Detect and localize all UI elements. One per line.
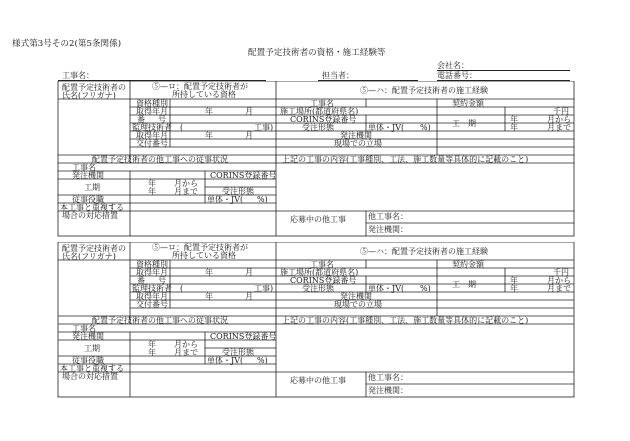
exp-project-name-label: 工事名 (310, 260, 334, 269)
exp-location-label: 施工場所(都道府県名) (280, 268, 359, 277)
other-period-from: 月から (174, 179, 198, 188)
other-single-jv-label: 単体・JV( (207, 356, 244, 365)
works-type-close: 工事) (254, 284, 274, 293)
engineer-block (0, 81, 630, 241)
project-name-label: 工事名： (62, 71, 94, 80)
overlap-measure-label: 本工事と重複する (60, 203, 124, 212)
exp-jv-percent: %) (420, 284, 431, 293)
exp-jv-percent: %) (420, 123, 431, 132)
acquisition-month-unit: 月 (245, 268, 253, 277)
other-corins-label: CORINS登録番号 (210, 171, 277, 180)
document-title: 配置予定技術者の資格・施工経験等 (248, 48, 386, 58)
overlap-measure-label-sub: 場合の対応措置 (62, 211, 118, 220)
exp-period-year-from: 年 (510, 276, 518, 285)
exp-period-until: 月まで (547, 123, 571, 132)
other-corins-label: CORINS登録番号 (210, 332, 277, 341)
supervisor-year-unit: 年 (205, 131, 213, 140)
acquisition-date-label: 取得年月 (136, 268, 168, 277)
exp-period-year-until: 年 (510, 123, 518, 132)
other-period-year-until: 年 (148, 187, 156, 196)
exp-period-year-from: 年 (510, 115, 518, 124)
exp-issuer-label: 発注機関 (340, 131, 372, 140)
other-project-name-label: 工事名 (72, 324, 96, 333)
other-period-until: 月まで (174, 348, 198, 357)
exp-order-type-label: 受注形態 (302, 284, 334, 293)
exp-corins-label: CORINS登録番号 (290, 115, 357, 124)
experience-heading: ⑤—ハ：配置予定技術者の施工経験 (360, 86, 488, 95)
other-work-heading: 配置予定技術者の他工事への従事状況 (92, 316, 228, 325)
supervisor-acq-date-label: 取得年月 (136, 131, 168, 140)
supervisor-cert-label: 監理技術者 (132, 284, 172, 293)
contact-person-label: 担当者： (322, 71, 354, 80)
number-label-left: 番 (137, 115, 145, 124)
other-issuer-label: 発注機関 (72, 332, 104, 341)
engineer-name-label: 配置予定技術者の (62, 83, 126, 92)
exp-period-year-until: 年 (510, 284, 518, 293)
other-project-name-label: 工事名 (72, 163, 96, 172)
applying-other-work-label: 応募中の他工事 (290, 215, 346, 224)
engineer-name-label-furigana: 氏名(フリガナ) (62, 91, 116, 100)
supervisor-cert-label: 監理技術者 (132, 123, 172, 132)
qualification-heading: ⑤—ロ：配置予定技術者が (152, 82, 248, 91)
other-order-type-label: 受注形態 (222, 187, 254, 196)
exp-site-role-label: 現場での立場 (334, 300, 382, 309)
exp-period-label: 工 期 (452, 280, 476, 289)
exp-project-name-label: 工事名 (310, 99, 334, 108)
other-work-name-label: 他工事名： (368, 212, 408, 221)
other-period-label: 工期 (84, 183, 100, 192)
exp-site-role-label: 現場での立場 (334, 139, 382, 148)
acquisition-month-unit: 月 (245, 107, 253, 116)
company-name-label: 会社名： (437, 61, 469, 70)
acquisition-date-label: 取得年月 (136, 107, 168, 116)
issue-number-label: 交付番号 (136, 300, 168, 309)
other-period-until: 月まで (174, 187, 198, 196)
other-period-year-until: 年 (148, 348, 156, 357)
phone-number-label: 電話番号： (437, 71, 477, 80)
other-single-jv-label: 単体・JV( (207, 195, 244, 204)
exp-issuer-label: 発注機関 (340, 292, 372, 301)
exp-single-jv-label: 単体・JV( (368, 284, 405, 293)
qualification-heading: ⑤—ロ：配置予定技術者が (152, 243, 248, 252)
engineer-block (0, 242, 630, 402)
other-jv-percent: %) (257, 356, 268, 365)
qualification-type-label: 資格種別 (136, 260, 168, 269)
other-period-year-from: 年 (148, 340, 156, 349)
supervisor-acq-date-label: 取得年月 (136, 292, 168, 301)
content-heading: 上記の工事の内容(工事種別、工法、施工数量等具体的に記載のこと) (282, 155, 529, 164)
supervisor-month-unit: 月 (245, 131, 253, 140)
thousand-yen-unit: 千円 (553, 107, 569, 116)
number-label-right: 号 (158, 276, 166, 285)
exp-single-jv-label: 単体・JV( (368, 123, 405, 132)
qualification-heading-sub: 所持している資格 (172, 251, 236, 260)
other-jv-percent: %) (257, 195, 268, 204)
other-work-issuer-label: 発注機関： (368, 225, 408, 234)
contract-amount-label: 契約金額 (452, 99, 484, 108)
works-type-open-paren: ( (180, 123, 184, 132)
supervisor-year-unit: 年 (205, 292, 213, 301)
exp-order-type-label: 受注形態 (302, 123, 334, 132)
number-label-right: 号 (158, 115, 166, 124)
applying-other-work-label: 応募中の他工事 (290, 376, 346, 385)
engineer-name-label: 配置予定技術者の (62, 244, 126, 253)
acquisition-year-unit: 年 (205, 268, 213, 277)
qualification-heading-sub: 所持している資格 (172, 90, 236, 99)
other-role-label: 従事役職 (72, 195, 104, 204)
content-heading: 上記の工事の内容(工事種別、工法、施工数量等具体的に記載のこと) (282, 316, 529, 325)
contract-amount-label: 契約金額 (452, 260, 484, 269)
exp-period-from: 月から (547, 115, 571, 124)
other-order-type-label: 受注形態 (222, 348, 254, 357)
exp-period-from: 月から (547, 276, 571, 285)
exp-corins-label: CORINS登録番号 (290, 276, 357, 285)
other-work-issuer-label: 発注機関： (368, 386, 408, 395)
number-label-left: 番 (137, 276, 145, 285)
overlap-measure-label: 本工事と重複する (60, 364, 124, 373)
exp-location-label: 施工場所(都道府県名) (280, 107, 359, 116)
other-period-label: 工期 (84, 344, 100, 353)
other-work-name-label: 他工事名： (368, 373, 408, 382)
other-period-year-from: 年 (148, 179, 156, 188)
works-type-close: 工事) (254, 123, 274, 132)
thousand-yen-unit: 千円 (553, 268, 569, 277)
qualification-type-label: 資格種別 (136, 99, 168, 108)
issue-number-label: 交付番号 (136, 139, 168, 148)
supervisor-month-unit: 月 (245, 292, 253, 301)
other-issuer-label: 発注機関 (72, 171, 104, 180)
exp-period-until: 月まで (547, 284, 571, 293)
form-number: 様式第3号その2(第5条関係) (12, 39, 122, 49)
other-work-heading: 配置予定技術者の他工事への従事状況 (92, 155, 228, 164)
exp-period-label: 工 期 (452, 119, 476, 128)
other-period-from: 月から (174, 340, 198, 349)
works-type-open-paren: ( (180, 284, 184, 293)
experience-heading: ⑤—ハ：配置予定技術者の施工経験 (360, 247, 488, 256)
overlap-measure-label-sub: 場合の対応措置 (62, 372, 118, 381)
acquisition-year-unit: 年 (205, 107, 213, 116)
engineer-name-label-furigana: 氏名(フリガナ) (62, 252, 116, 261)
other-role-label: 従事役職 (72, 356, 104, 365)
